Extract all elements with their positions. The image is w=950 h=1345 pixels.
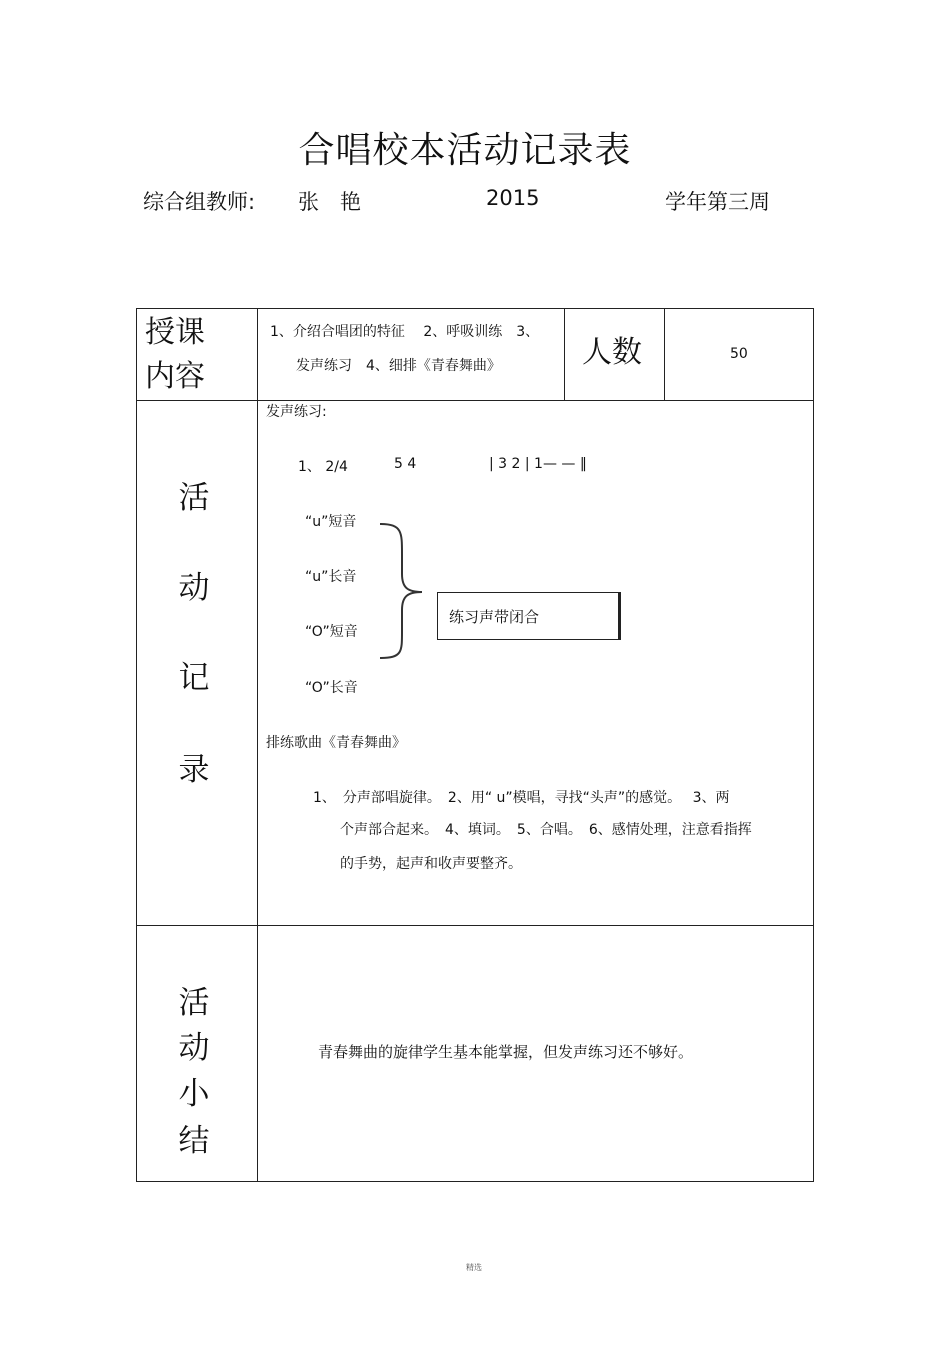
summary-label-char: 动: [178, 1030, 210, 1066]
lesson-content-line1: 1、介绍合唱团的特征 2、呼吸训练 3、: [270, 324, 540, 340]
table-col-divider-value: [664, 308, 665, 401]
record-label-char: 录: [178, 752, 210, 788]
group-teacher-label: 综合组教师:: [143, 190, 256, 214]
summary-text: 青春舞曲的旋律学生基本能掌握，但发声练习还不够好。: [318, 1043, 694, 1061]
table-border-top: [136, 308, 814, 309]
page-title: 合唱校本活动记录表: [298, 130, 632, 171]
summary-label-char: 结: [178, 1123, 210, 1159]
notation-part-a: 5 4: [394, 456, 417, 472]
summary-label-char: 小: [178, 1076, 210, 1112]
rehearsal-steps-line1: 1、 分声部唱旋律。 2、用“ u”模唱，寻找“头声”的感觉。 3、两: [313, 790, 730, 806]
record-label-char: 活: [178, 480, 210, 516]
vowel-item: “O”短音: [305, 624, 358, 640]
notation-meter: 1、 2/4: [298, 459, 348, 475]
curly-brace-icon: [376, 518, 428, 664]
lesson-label-line1: 授课: [145, 315, 205, 350]
table-rule-2: [136, 925, 814, 926]
table-border-bottom: [136, 1181, 814, 1182]
rehearsal-steps-line2: 个声部合起来。 4、填词。 5、合唱。 6、感情处理，注意看指挥: [340, 822, 752, 838]
vocal-goal-text: 练习声带闭合: [449, 608, 540, 626]
vowel-item: “O”长音: [305, 680, 358, 696]
vowel-item: “u”短音: [305, 514, 357, 530]
table-col-divider-count: [564, 308, 565, 401]
teacher-name: 张 艳: [298, 190, 361, 214]
summary-label-char: 活: [178, 985, 210, 1021]
lesson-label-line2: 内容: [145, 359, 205, 394]
rehearsal-steps-line3: 的手势，起声和收声要整齐。: [340, 856, 522, 872]
record-label-char: 记: [178, 660, 210, 696]
table-border-right: [813, 308, 814, 1182]
table-col-divider: [257, 308, 258, 1182]
week-label: 学年第三周: [665, 190, 770, 214]
table-rule-1: [136, 400, 814, 401]
table-border-left: [136, 308, 137, 1182]
vocal-exercise-title: 发声练习:: [266, 404, 327, 420]
lesson-content-line2: 发声练习 4、细排《青春舞曲》: [296, 358, 501, 374]
song-rehearsal-title: 排练歌曲《青春舞曲》: [266, 735, 406, 751]
notation-part-b: | 3 2 | 1— — ‖: [489, 456, 587, 472]
vowel-item: “u”长音: [305, 569, 357, 585]
count-label: 人数: [582, 335, 642, 370]
count-value: 50: [730, 346, 748, 362]
record-label-char: 动: [178, 570, 210, 606]
year: 2015: [486, 186, 540, 210]
footer-watermark: 精选: [466, 1263, 482, 1272]
